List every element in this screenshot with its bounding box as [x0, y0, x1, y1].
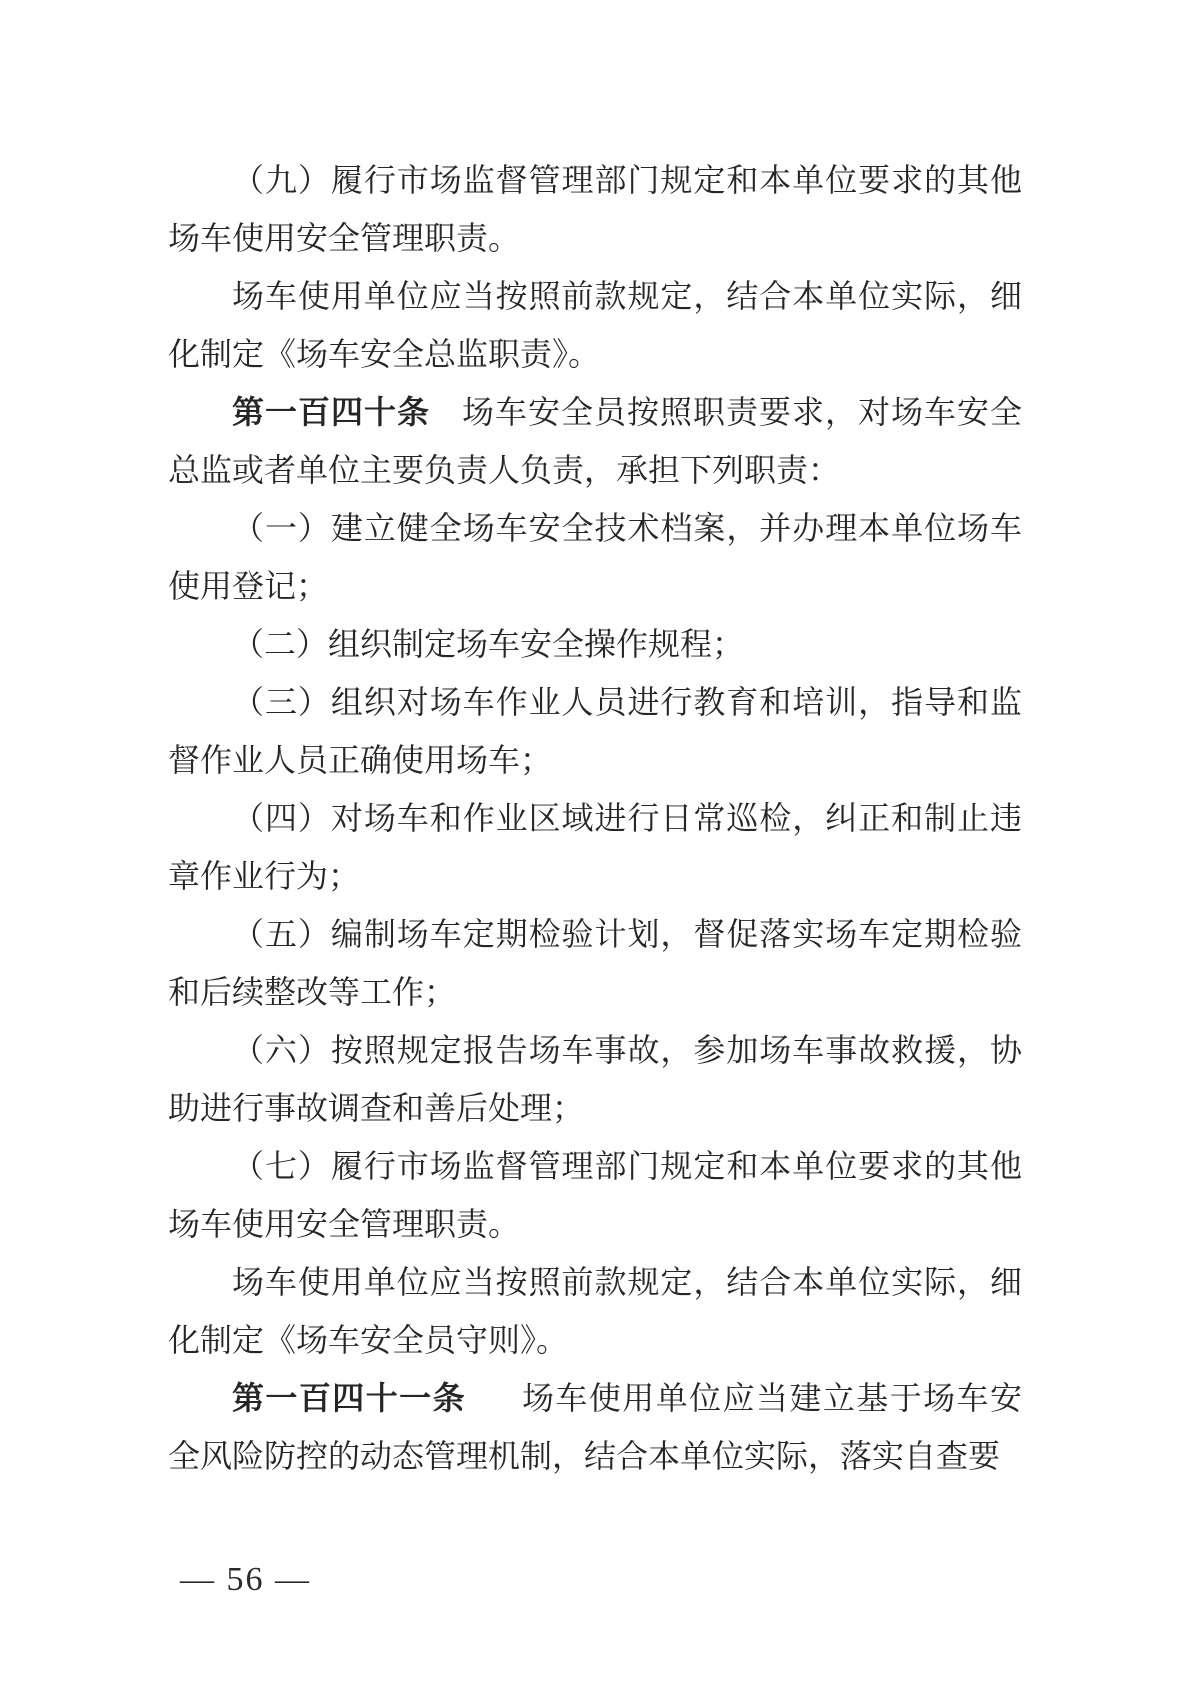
- article-number: 第一百四十条: [232, 394, 430, 430]
- paragraph: （六）按照规定报告场车事故，参加场车事故救援，协助进行事故调查和善后处理；: [168, 1032, 1022, 1126]
- paragraph: （二）组织制定场车安全操作规程；: [232, 626, 745, 662]
- page-number: — 56 —: [180, 1561, 311, 1598]
- paragraph: （四）对场车和作业区域进行日常巡检，纠正和制止违章作业行为；: [168, 800, 1022, 894]
- paragraph: （九）履行市场监督管理部门规定和本单位要求的其他场车使用安全管理职责。: [168, 162, 1022, 256]
- paragraph: （一）建立健全场车安全技术档案，并办理本单位场车使用登记；: [168, 510, 1022, 604]
- article-number: 第一百四十一条: [232, 1380, 466, 1416]
- paragraph: （五）编制场车定期检验计划，督促落实场车定期检验和后续整改等工作；: [168, 916, 1022, 1010]
- paragraph: （三）组织对场车作业人员进行教育和培训，指导和监督作业人员正确使用场车；: [168, 684, 1022, 778]
- paragraph: （七）履行市场监督管理部门规定和本单位要求的其他场车使用安全管理职责。: [168, 1148, 1022, 1242]
- article-paragraph: [168, 383, 1022, 499]
- paragraph: 场车使用单位应当按照前款规定，结合本单位实际，细化制定《场车安全员守则》。: [168, 1264, 1022, 1358]
- paragraph-text: 场车安全员按照职责要求，对场车安全总监或者单位主要负责人负责，承担下列职责：: [168, 394, 1022, 488]
- document-body: [168, 151, 1022, 1485]
- paragraph-text: 场车使用单位应当建立基于场车安全风险防控的动态管理机制，结合本单位实际，落实自查要: [168, 1380, 1022, 1474]
- article-paragraph: [168, 1369, 1022, 1485]
- paragraph: 场车使用单位应当按照前款规定，结合本单位实际，细化制定《场车安全总监职责》。: [168, 278, 1022, 372]
